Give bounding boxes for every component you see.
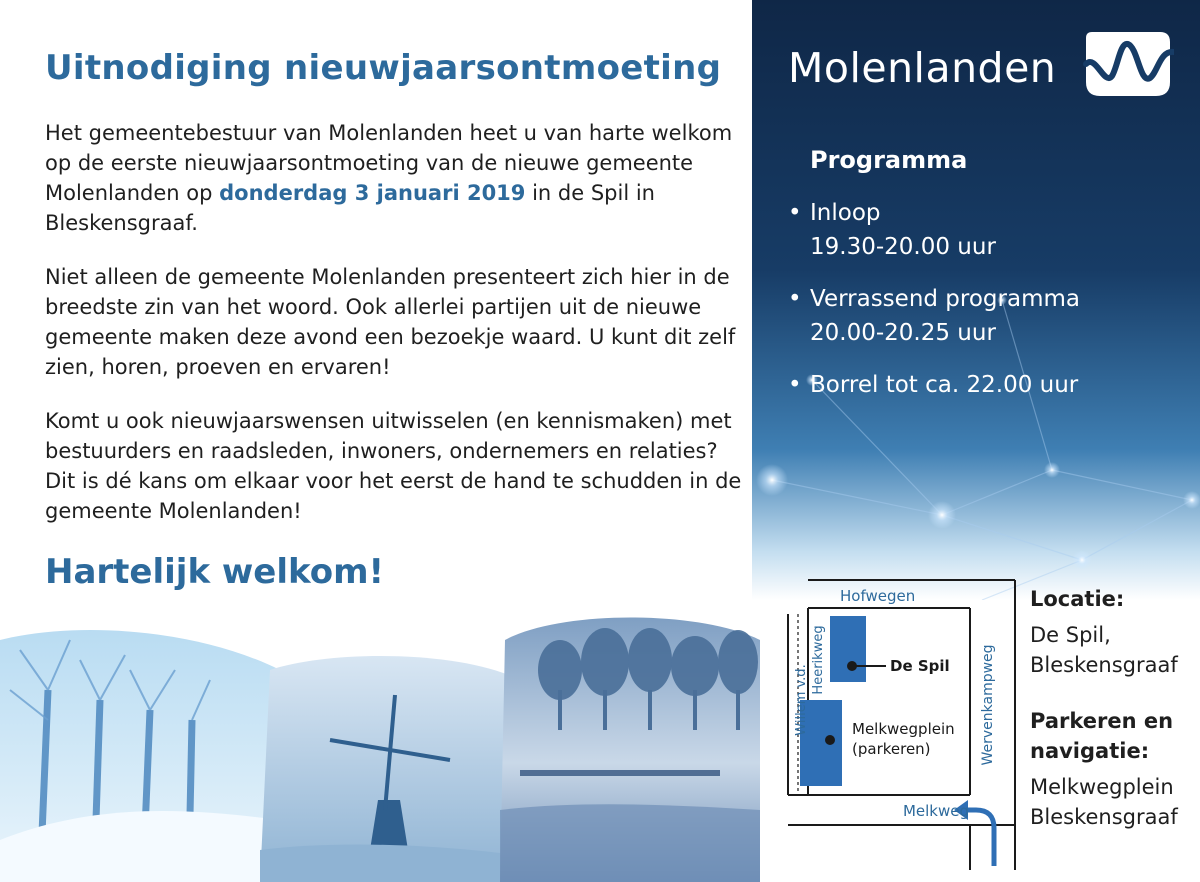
programme-item (788, 282, 1080, 350)
parking-town: Bleskensgraaf (1030, 805, 1178, 829)
landscape-photos (0, 600, 760, 882)
programme-title: Programma (810, 146, 968, 174)
map-parking-label: Melkwegplein (852, 720, 955, 738)
molenlanden-m-icon (1082, 24, 1174, 100)
page-title: Uitnodiging nieuwjaarsontmoeting (45, 48, 722, 88)
parking-heading-2: navigatie: (1030, 739, 1150, 763)
map-parking-sublabel: (parkeren) (852, 740, 931, 758)
intro-text: Het gemeentebestuur van Molenlanden heet u van harte welkom op de eerste nieuwjaarsontmoeting van de nieuwe gemeente Molenlanden op (45, 121, 733, 205)
intro-text-end: in de Spil in Bleskensgraaf. (45, 181, 655, 235)
venue-building (830, 616, 866, 682)
street-heerikweg-1: Willem v.d. (794, 664, 809, 736)
programme-item (788, 368, 1080, 402)
location-heading: Locatie: (1030, 587, 1125, 611)
programme-item (788, 196, 1080, 264)
street-heerikweg-2: Heerikweg (811, 625, 826, 695)
parking-place: Melkwegplein (1030, 775, 1174, 799)
programme-list (788, 196, 1080, 420)
programme-item-label: Verrassend programma (810, 286, 1080, 312)
location-map (760, 570, 1030, 882)
programme-item-label: Borrel tot ca. 22.00 uur (810, 372, 1079, 398)
intro-paragraph (45, 118, 745, 238)
presentation-paragraph: Niet alleen de gemeente Molenlanden presenteert zich hier in de breedste zin van het woord. Ook allerlei partijen uit de nieuwe gemeente maken deze avond een bezoekje waard. U kunt dit zelf zien, horen, proeven en ervaren! (45, 265, 736, 379)
parking-heading: Parkeren en (1030, 709, 1174, 733)
brand-logo-text: Molenlanden (788, 44, 1057, 92)
bullet-icon: • (788, 286, 802, 312)
welcome-heading: Hartelijk welkom! (45, 552, 385, 592)
event-date: donderdag 3 januari 2019 (219, 181, 526, 205)
street-wervenkampweg: Wervenkampweg (980, 644, 996, 766)
street-melkweg: Melkweg (902, 802, 970, 820)
programme-item-time: 20.00-20.25 uur (810, 320, 996, 346)
location-town: Bleskensgraaf (1030, 653, 1178, 677)
parking-marker (825, 735, 835, 745)
programme-item-label: Inloop (810, 200, 881, 226)
programme-item-time: 19.30-20.00 uur (810, 234, 996, 260)
networking-paragraph: Komt u ook nieuwjaarswensen uitwisselen (en kennismaken) met bestuurders en raadsleden, inwoners, ondernemers en relaties? Dit is dé kans om elkaar voor het eerst de hand te schudden in de gemeente Molenlanden! (45, 409, 742, 523)
location-venue: De Spil, (1030, 623, 1111, 647)
bullet-icon: • (788, 372, 802, 398)
street-hofwegen: Hofwegen (840, 587, 916, 605)
map-venue-label: De Spil (890, 657, 950, 675)
bullet-icon: • (788, 200, 802, 226)
